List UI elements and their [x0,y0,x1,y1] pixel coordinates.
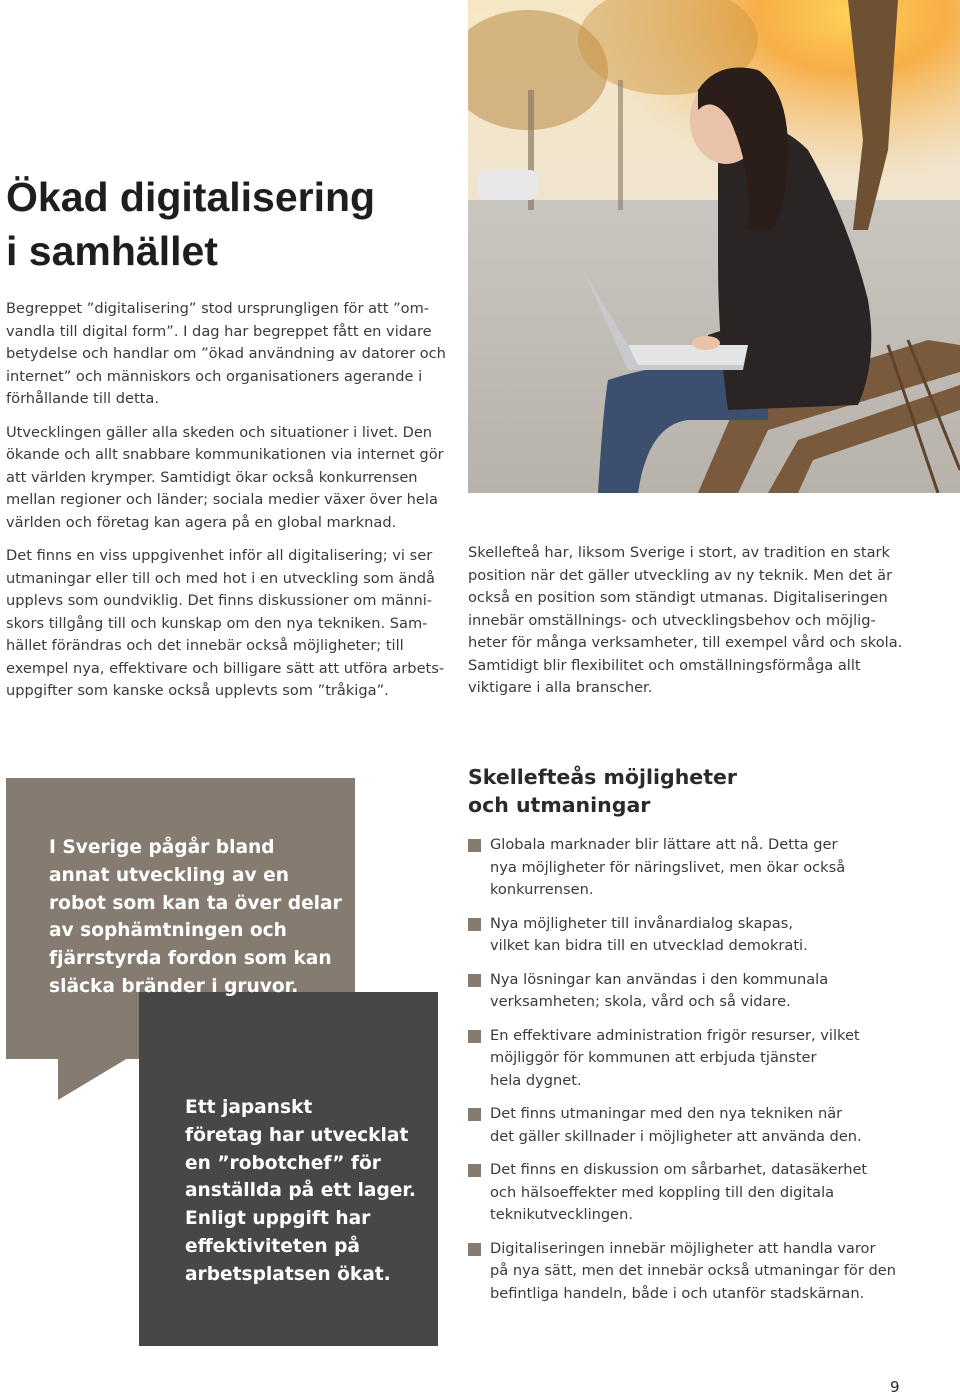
text-line: Utvecklingen gäller alla skeden och situationer i livet. Den [6,423,433,441]
text-line: på nya sätt, men det innebär också utmaningar för den [490,1262,896,1279]
title-line: Ökad digitalisering [6,174,376,220]
text-line: att världen krymper. Samtidigt ökar också konkurrensen [6,468,418,486]
page-title [6,170,375,278]
text-line: Det finns en diskussion om sårbarhet, datasäkerhet [490,1161,868,1178]
text-line: skors tillgång till och kunskap om den nya tekniken. Sam- [6,614,428,632]
text-line: uppgifter som kanske också upplevts som ”tråkiga”. [6,682,389,699]
text-line: nya möjligheter för näringslivet, men ökar också [490,858,846,876]
fact-box-pointer [58,1058,128,1100]
text-line: ökande och allt snabbare kommunikationen via internet gör [6,446,444,463]
text-line: hela dygnet. [490,1071,582,1089]
text-line: upplevs som oundviklig. Det finns diskussioner om männi- [6,592,433,609]
text-line: Globala marknader blir lättare att nå. Detta ger [490,836,838,853]
square-bullet-icon [468,1108,481,1121]
heading-line: Skellefteås möjligheter [468,765,738,789]
text-line: fjärrstyrda fordon som kan [49,948,332,970]
fact-box-sweden-text [49,834,342,1001]
text-line: teknikutvecklingen. [490,1206,634,1223]
text-line: Ett japanskt [185,1097,313,1118]
square-bullet-icon [468,839,481,852]
text-line: Begreppet ”digitalisering” stod ursprungligen för att ”om- [6,300,430,317]
list-item [468,1025,896,1093]
paragraph [468,542,938,700]
woman-with-laptop-photo [468,0,960,493]
text-line: anställda på ett lager. [185,1180,416,1202]
list-item [468,1103,896,1148]
square-bullet-icon [468,974,481,987]
text-line: verksamheten; skola, vård och så vidare. [490,993,791,1010]
text-line: arbetsplatsen ökat. [185,1263,391,1285]
text-line: exempel nya, effektivare och billigare sätt att utföra arbets- [6,659,445,677]
text-line: en ”robotchef” för [185,1152,381,1174]
text-line: Det finns en viss uppgivenhet inför all digitalisering; vi ser [6,547,433,564]
text-line: hället förändras och det innebär också möjligheter; till [6,637,404,654]
text-line: Nya möjligheter till invånardialog skapas, [490,914,793,932]
text-line: Nya lösningar kan användas i den kommunala [490,970,829,988]
text-line: Enligt uppgift har [185,1208,371,1230]
skelleftea-column [468,542,938,711]
text-line: Skellefteå har, liksom Sverige i stort, av tradition en stark [468,544,890,561]
text-line: position när det gäller utveckling av ny teknik. Men det är [468,566,893,584]
text-line: Samtidigt blir flexibilitet och omställningsförmåga allt [468,656,861,674]
text-line: förhållande till detta. [6,390,159,407]
text-line: också en position som ständigt utmanas. Digitaliseringen [468,589,888,606]
heading-line: och utmaningar [468,793,651,817]
text-line: I Sverige pågår bland [49,837,275,858]
text-line: konkurrensen. [490,881,594,898]
text-line: Det finns utmaningar med den nya tekniken när [490,1105,843,1122]
intro-column [6,298,446,714]
text-line: betydelse och handlar om ”ökad användning av datorer och [6,345,446,362]
section-heading [468,763,737,819]
text-line: En effektivare administration frigör resurser, vilket [490,1026,860,1044]
title-line: i samhället [6,228,218,274]
text-line: vandla till digital form”. I dag har begreppet fått en vidare [6,322,432,340]
square-bullet-icon [468,1164,481,1177]
text-line: heter för många verksamheter, till exempel vård och skola. [468,634,903,651]
list-item [468,1238,896,1306]
square-bullet-icon [468,1030,481,1043]
text-line: det gäller skillnader i möjligheter att använda den. [490,1127,862,1145]
text-line: möjliggör för kommunen att erbjuda tjänster [490,1049,817,1066]
text-line: annat utveckling av en [49,864,289,886]
text-line: världen och företag kan agera på en global marknad. [6,513,397,531]
text-line: befintliga handeln, både i och utanför stadskärnan. [490,1284,865,1302]
text-line: utmaningar eller till och med hot i en utveckling som ändå [6,569,435,587]
text-line: företag har utvecklat [185,1124,409,1146]
text-line: och hälsoeffekter med koppling till den digitala [490,1183,835,1201]
text-line: Digitaliseringen innebär möjligheter att handla varor [490,1239,876,1257]
paragraph [6,422,446,535]
paragraph [6,545,446,703]
text-line: innebär omställnings- och utvecklingsbehov och möjlig- [468,611,876,629]
square-bullet-icon [468,1243,481,1256]
text-line: internet” och människors och organisationers agerande i [6,367,423,385]
opportunities-list [468,834,896,1316]
paragraph [6,298,446,411]
text-line: mellan regioner och länder; sociala medier växer över hela [6,491,438,508]
list-item [468,834,896,902]
text-line: av sophämtningen och [49,920,287,942]
text-line: vilket kan bidra till en utvecklad demokrati. [490,937,808,954]
square-bullet-icon [468,918,481,931]
text-line: robot som kan ta över delar [49,892,342,914]
text-line: släcka bränder i gruvor. [49,975,299,997]
fact-box-japan-text [185,1094,416,1289]
list-item [468,1159,896,1227]
text-line: effektiviteten på [185,1235,360,1257]
list-item [468,969,896,1014]
text-line: viktigare i alla branscher. [468,679,653,696]
list-item [468,913,896,958]
page-number: 9 [890,1378,900,1396]
